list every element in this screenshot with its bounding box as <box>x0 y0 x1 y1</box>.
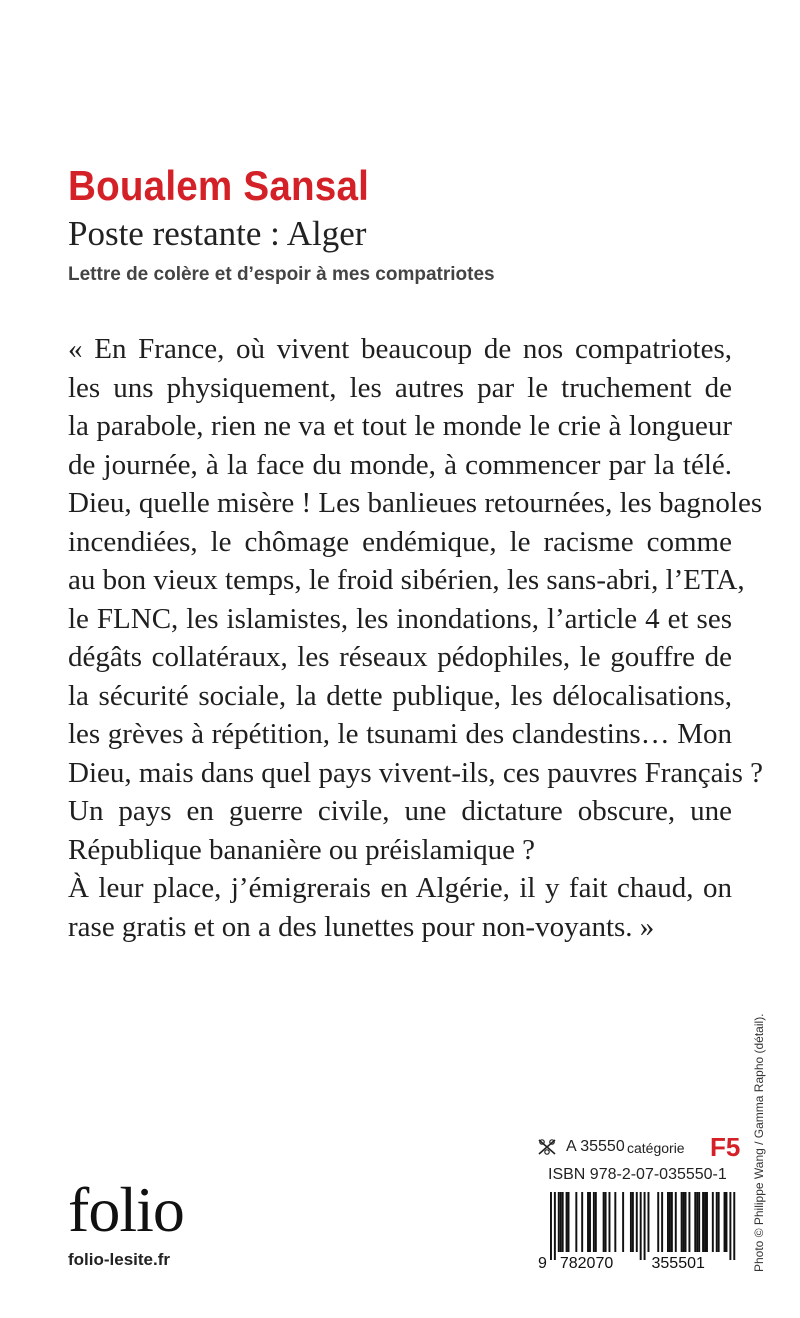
blurb-line: les uns physiquement, les autres par le truchement de <box>68 371 732 404</box>
blurb-line: rase gratis et on a des lunettes pour non-voyants. » <box>68 910 655 943</box>
barcode-bar <box>733 1192 735 1260</box>
barcode-bar <box>671 1192 673 1252</box>
barcode-bar <box>657 1192 659 1252</box>
category-value: F5 <box>710 1132 741 1162</box>
barcode-digits: 355501 <box>651 1255 705 1270</box>
barcode-bar <box>632 1192 634 1252</box>
blurb-line: les grèves à répétition, le tsunami des clandestins… Mon <box>68 718 732 750</box>
blurb-quote <box>68 330 764 946</box>
barcode-bar <box>622 1192 624 1252</box>
blurb-line: de journée, à la face du monde, à commencer par la télé. <box>68 448 732 481</box>
book-subtitle: Lettre de colère et d’espoir à mes compatriotes <box>68 264 495 285</box>
barcode-bar <box>704 1192 706 1252</box>
blurb-line: « En France, où vivent beaucoup de nos compatriotes, <box>68 333 732 365</box>
photo-credit: Photo © Philippe Wang / Gamma Rapho (détail). <box>752 1013 766 1272</box>
barcode-bar <box>698 1192 700 1252</box>
blurb-line: À leur place, j’émigrerais en Algérie, il y fait chaud, on <box>68 872 732 904</box>
barcode-bar <box>716 1192 718 1252</box>
category-label: catégorie <box>627 1140 685 1156</box>
barcode-bar <box>550 1192 552 1260</box>
folio-logo: folio <box>68 1174 184 1245</box>
blurb-line: la sécurité sociale, la dette publique, les délocalisations, <box>68 679 732 712</box>
blurb-line: au bon vieux temps, le froid sibérien, les sans-abri, l’ETA, <box>68 564 745 596</box>
barcode-bar <box>724 1192 726 1252</box>
barcode-bar <box>669 1192 671 1252</box>
isbn: ISBN 978-2-07-035550-1 <box>548 1166 727 1183</box>
barcode-bar <box>595 1192 597 1252</box>
book-title: Poste restante : Alger <box>68 214 367 253</box>
blurb-line: la parabole, rien ne va et tout le monde le crie à longueur <box>68 410 732 442</box>
barcode-bar <box>688 1192 690 1252</box>
barcode-bar <box>587 1192 589 1252</box>
publisher-website: folio-lesite.fr <box>68 1250 171 1269</box>
barcode-bar <box>718 1192 720 1252</box>
barcode-bar <box>661 1192 663 1252</box>
barcode-bar <box>562 1192 564 1252</box>
catalog-info <box>536 1132 741 1164</box>
barcode-bar <box>560 1192 562 1252</box>
barcode-bar <box>702 1192 704 1252</box>
barcode-bar <box>593 1192 595 1252</box>
barcode-bar <box>712 1192 714 1252</box>
barcode-bar <box>554 1192 556 1260</box>
barcode-bar <box>630 1192 632 1252</box>
blurb-line: Dieu, mais dans quel pays vivent-ils, ces pauvres Français ? <box>68 756 764 789</box>
barcode-bar <box>636 1192 638 1252</box>
barcode-bar <box>648 1192 650 1252</box>
blurb-line: incendiées, le chômage endémique, le racisme comme <box>68 525 732 558</box>
barcode-digits: 9 <box>538 1255 547 1270</box>
barcode-bar <box>667 1192 669 1252</box>
barcode-bar <box>729 1192 731 1260</box>
author-name: Boualem Sansal <box>68 162 370 209</box>
blurb-line: Dieu, quelle misère ! Les banlieues retournées, les bagnoles <box>68 487 763 519</box>
barcode-bar <box>681 1192 683 1252</box>
catalog-reference: A 35550 <box>566 1138 625 1155</box>
barcode-bar <box>566 1192 568 1252</box>
barcode-bar <box>589 1192 591 1252</box>
barcode-bar <box>726 1192 728 1252</box>
barcode-bar <box>558 1192 560 1252</box>
barcode-bar <box>581 1192 583 1252</box>
blurb-line: République bananière ou préislamique ? <box>68 833 536 866</box>
barcode-digits: 782070 <box>559 1255 614 1270</box>
barcode-bar <box>706 1192 708 1252</box>
barcode-bar <box>644 1192 646 1260</box>
blurb-line: le FLNC, les islamistes, les inondations, l’article 4 et ses <box>68 602 732 635</box>
gallimard-emblem-icon <box>536 1136 558 1158</box>
barcode-bar <box>683 1192 685 1252</box>
barcode-bar <box>575 1192 577 1252</box>
blurb-line: dégâts collatéraux, les réseaux pédophiles, le gouffre de <box>68 641 732 673</box>
barcode-bar <box>696 1192 698 1252</box>
barcode <box>536 1192 736 1270</box>
barcode-bar <box>568 1192 570 1252</box>
barcode-bar <box>694 1192 696 1252</box>
barcode-bar <box>605 1192 607 1252</box>
barcode-bar <box>614 1192 616 1252</box>
barcode-bar <box>609 1192 611 1252</box>
blurb-line: Un pays en guerre civile, une dictature obscure, une <box>68 795 732 827</box>
barcode-bar <box>640 1192 642 1260</box>
barcode-bar <box>603 1192 605 1252</box>
barcode-bar <box>675 1192 677 1252</box>
barcode-bar <box>685 1192 687 1252</box>
